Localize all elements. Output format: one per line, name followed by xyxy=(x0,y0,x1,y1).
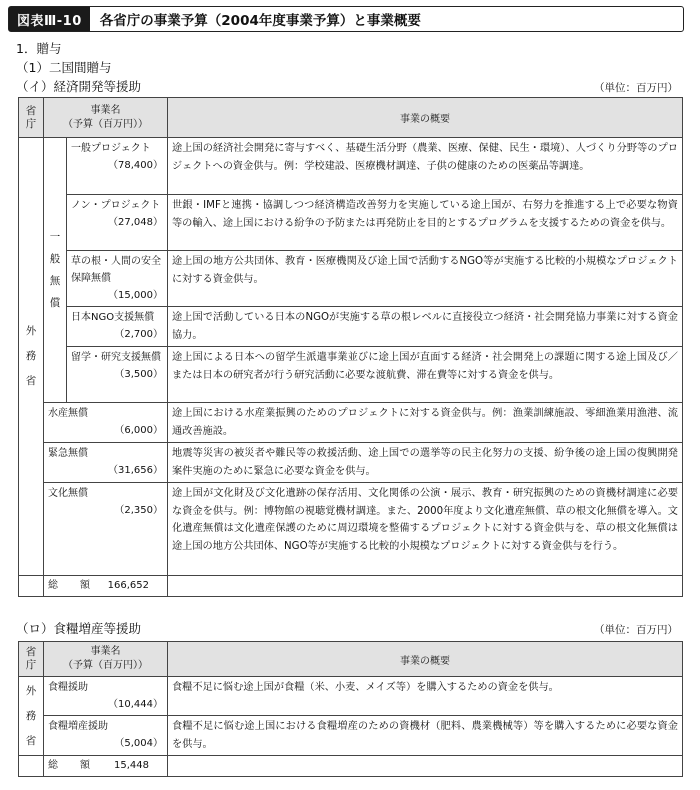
total-desc-empty xyxy=(168,756,683,777)
total-value: 15,448 xyxy=(114,760,149,771)
project-name-cell: ノン・プロジェクト （27,048） xyxy=(67,195,168,251)
header-project-name: 事業名 （予算（百万円）） xyxy=(44,98,168,138)
project-description: 食糧不足に悩む途上国における食糧増産のための資機材（肥料、農業機械等）等を購入するために必要な資金を供与。 xyxy=(168,716,683,756)
subgroup-general-grant: 一 般 無 償 xyxy=(44,138,67,403)
table-header-row xyxy=(19,98,683,138)
ministry-mofa: 外 務 省 xyxy=(19,677,44,756)
header-ministry: 省 庁 xyxy=(19,642,44,677)
total-desc-empty xyxy=(168,576,683,597)
header-description: 事業の概要 xyxy=(168,642,683,677)
table-row xyxy=(19,347,683,403)
figure-title-bar xyxy=(8,6,684,32)
header-description: 事業の概要 xyxy=(168,98,683,138)
heading-bilateral-grant: （1）二国間贈与 xyxy=(16,60,112,75)
project-description: 途上国が文化財及び文化遺跡の保存活用、文化関係の公演・展示、教育・研究振興のための資機材調達に必要な資金を供与。例：博物館の視聴覚機材調達。また、2000年度より文化遺産無償、草の根文化無償を導入。文化遺産無償は文化遺産保護のために周辺環境を整備するプロジェクトに対する資金供与を、草の根文化無償は途上国の地方公共団体、NGO等が実施する比較的小規模なプロジェクトに対する資金供与を行う。 xyxy=(168,483,683,576)
ministry-mofa: 外 務 省 xyxy=(19,138,44,576)
table-row xyxy=(19,403,683,443)
table-row xyxy=(19,251,683,307)
table-total-row xyxy=(19,756,683,777)
total-spacer xyxy=(19,576,44,597)
project-name-cell: 緊急無償 （31,656） xyxy=(44,443,168,483)
project-description: 途上国で活動している日本のNGOが実施する草の根レベルに直接役立つ経済・社会開発協力事業に対する資金協力。 xyxy=(168,307,683,347)
header-ministry: 省 庁 xyxy=(19,98,44,138)
project-description: 途上国の経済社会開発に寄与すべく、基礎生活分野（農業、医療、保健、民生・環境）、人づくり分野等のプロジェクトへの資金供与。例：学校建設、医療機材調達、子供の健康のための医薬品等調達。 xyxy=(168,138,683,195)
project-name-cell: 文化無償 （2,350） xyxy=(44,483,168,576)
heading-grant: 1．贈与 xyxy=(16,41,62,56)
header-project-name: 事業名 （予算（百万円）） xyxy=(44,642,168,677)
table-row xyxy=(19,677,683,716)
table-row xyxy=(19,716,683,756)
project-name-cell: 草の根・人間の安全保障無償 （15,000） xyxy=(67,251,168,307)
project-description: 途上国の地方公共団体、教育・医療機関及び途上国で活動するNGO等が実施する比較的小規模なプロジェクトに対する資金供与。 xyxy=(168,251,683,307)
figure-number: 図表Ⅲ-10 xyxy=(9,7,90,31)
project-description: 食糧不足に悩む途上国が食糧（米、小麦、メイズ等）を購入するための資金を供与。 xyxy=(168,677,683,716)
project-description: 途上国による日本への留学生派遣事業並びに途上国が直面する経済・社会開発上の課題に関する途上国及び／または日本の研究者が行う研究活動に必要な渡航費、滞在費等に対する資金を供与。 xyxy=(168,347,683,403)
project-name-cell: 日本NGO支援無償 （2,700） xyxy=(67,307,168,347)
project-description: 世銀・IMFと連携・協調しつつ経済構造改善努力を実施している途上国が、右努力を推進する上で必要な物資等の輸入、途上国における紛争の予防または再発防止を目的とするプログラムを支援するための資金を供与。 xyxy=(168,195,683,251)
project-description: 途上国における水産業振興のためのプロジェクトに対する資金供与。例：漁業訓練施設、零細漁業用漁港、流通改善施設。 xyxy=(168,403,683,443)
total-cell xyxy=(44,576,168,597)
table-row xyxy=(19,195,683,251)
unit-label-1: （単位：百万円） xyxy=(594,82,678,94)
table-total-row xyxy=(19,576,683,597)
project-name-cell: 食糧援助 （10,444） xyxy=(44,677,168,716)
project-description: 地震等災害の被災者や難民等の救援活動、途上国での選挙等の民主化努力の支援、紛争後の途上国の復興開発案件実施のために緊急に必要な資金を供与。 xyxy=(168,443,683,483)
project-name-cell: 食糧増産援助 （5,004） xyxy=(44,716,168,756)
total-spacer xyxy=(19,756,44,777)
project-name-cell: 留学・研究支援無償 （3,500） xyxy=(67,347,168,403)
economic-development-aid-table xyxy=(18,97,683,597)
total-label: 総 額 xyxy=(48,580,96,591)
table-row xyxy=(19,443,683,483)
unit-label-2: （単位：百万円） xyxy=(594,624,678,636)
heading-food-aid: （ロ）食糧増産等援助 xyxy=(16,621,142,636)
table-row xyxy=(19,138,683,195)
food-aid-table xyxy=(18,641,683,777)
table-row xyxy=(19,307,683,347)
total-label: 総 額 xyxy=(48,760,96,771)
project-name-cell: 水産無償 （6,000） xyxy=(44,403,168,443)
total-value: 166,652 xyxy=(107,580,149,591)
table-row xyxy=(19,483,683,576)
project-name-cell: 一般プロジェクト （78,400） xyxy=(67,138,168,195)
heading-economic-development-aid: （イ）経済開発等援助 xyxy=(16,79,142,94)
table-header-row xyxy=(19,642,683,677)
figure-title: 各省庁の事業予算（2004年度事業予算）と事業概要 xyxy=(99,13,421,29)
total-cell xyxy=(44,756,168,777)
